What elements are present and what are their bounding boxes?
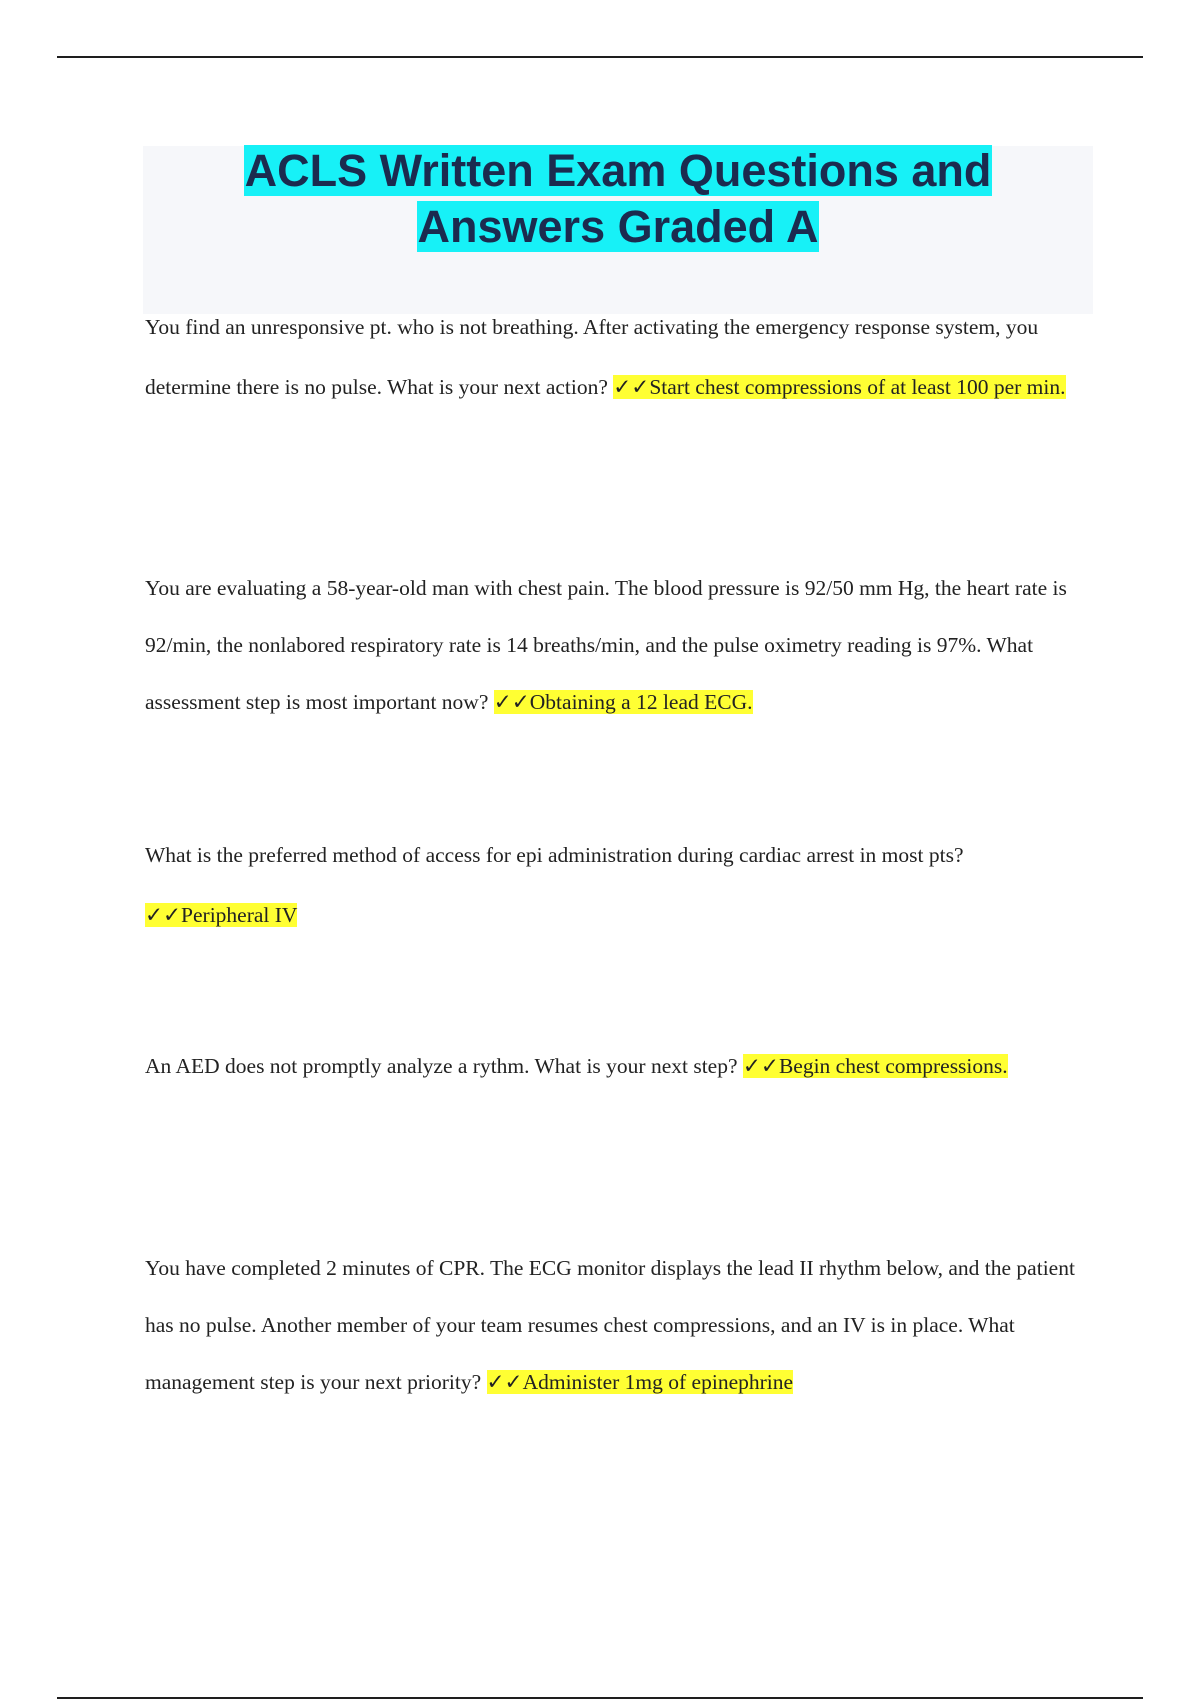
- check-mark-icon: ✓✓: [145, 903, 182, 927]
- answer-text: Start chest compressions of at least 100 per min.: [649, 375, 1066, 399]
- answer-highlight: [494, 690, 753, 714]
- answer-highlight: [487, 1370, 794, 1394]
- check-mark-icon: ✓✓: [742, 1054, 779, 1078]
- answer-text: Peripheral IV: [181, 903, 298, 927]
- title-line-1: ACLS Written Exam Questions and: [244, 145, 992, 196]
- question-text: What is the preferred method of access for epi administration during cardiac arrest in most pts?: [145, 843, 964, 867]
- check-mark-icon: ✓✓: [493, 690, 530, 714]
- qa-item-2: [145, 560, 1090, 731]
- answer-highlight: [145, 903, 297, 927]
- question-text: You find an unresponsive pt. who is not breathing. After activating the emergency response system, you determine there is no pulse. What is your next action?: [145, 315, 1039, 399]
- footer-rule: [57, 1697, 1143, 1699]
- qa-item-1: [145, 297, 1090, 417]
- question-text: You are evaluating a 58-year-old man with chest pain. The blood pressure is 92/50 mm Hg, the heart rate is 92/min, the nonlabored respiratory rate is 14 breaths/min, and the pulse oximetry reading is 97%. What assessment step is most important now?: [145, 576, 1067, 714]
- document-title: [143, 143, 1093, 255]
- answer-text: Obtaining a 12 lead ECG.: [529, 690, 753, 714]
- title-line-2: Answers Graded A: [417, 201, 819, 252]
- check-mark-icon: ✓✓: [486, 1370, 523, 1394]
- question-text: You have completed 2 minutes of CPR. The ECG monitor displays the lead II rhythm below, and the patient has no pulse. Another member of your team resumes chest compressions, and an IV is in place. What management step is your next priority?: [145, 1256, 1075, 1394]
- qa-item-4: [145, 1036, 1090, 1096]
- qa-item-3: [145, 825, 1090, 945]
- header-rule: [57, 56, 1143, 58]
- answer-text: Administer 1mg of epinephrine: [522, 1370, 794, 1394]
- check-mark-icon: ✓✓: [613, 375, 650, 399]
- answer-highlight: [613, 375, 1065, 399]
- answer-highlight: [743, 1054, 1008, 1078]
- question-text: An AED does not promptly analyze a rythm. What is your next step?: [145, 1054, 738, 1078]
- qa-item-5: [145, 1240, 1090, 1411]
- answer-text: Begin chest compressions.: [778, 1054, 1008, 1078]
